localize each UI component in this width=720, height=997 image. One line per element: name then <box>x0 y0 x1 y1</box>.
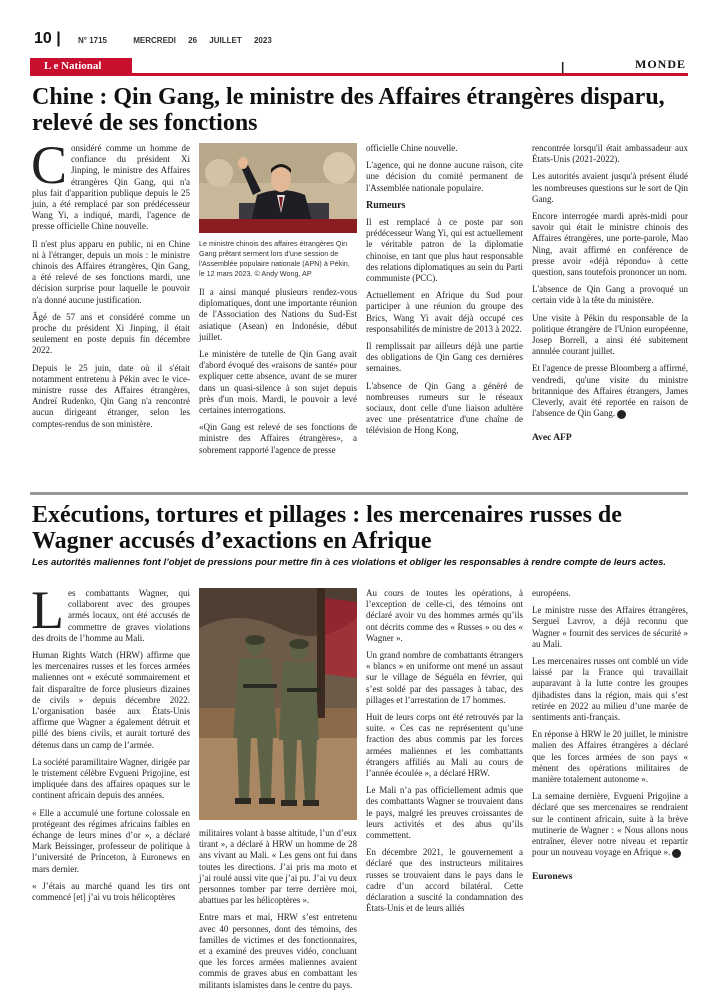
paragraph: Âgé de 57 ans et considéré comme un proche du président Xi Jinping, il était seulement en poste depuis fin décembre 2022. <box>32 311 190 356</box>
article2-signature: Euronews <box>532 872 573 883</box>
article1-col2 <box>199 143 357 462</box>
paragraph: Human Rights Watch (HRW) affirme que les mercenaires russes et les forces armées maliennes ont « exécuté sommairement et fait disparaître de force plusieurs dizaines de civils » depuis décembre 2022. L’organisation basée aux États-Unis affirme que Wagner a également détruit et pillé des biens civils, et aurait torturé des détenus dans un camp de l’armée. <box>32 650 190 750</box>
section-divider: | <box>561 60 565 74</box>
issue-meta <box>78 36 282 45</box>
paragraph: Au cours de toutes les opérations, à l’exception de celle-ci, des témoins ont déclaré avoir vu des hommes armés qu’ils ont décrits comme des « Russes » ou des « Wagner ». <box>366 588 523 643</box>
paragraph: En décembre 2021, le gouvernement a déclaré que des instructeurs militaires russes se trouvaient dans le pays dans le cadre d’un accord bilatéral. Cette déclaration a suscité la condamnation des États-Unis et de leurs alliés <box>366 847 523 914</box>
paragraph: Le Mali n’a pas officiellement admis que des combattants Wagner se trouvaient dans le pays, malgré les preuves croissantes de leurs activités et des abus qu’ils commettent. <box>366 785 523 841</box>
article2-deck: Les autorités maliennes font l’objet de pressions pour mettre fin à ces violations et obliger les responsables à rendre compte de leurs actes. <box>32 557 667 568</box>
photo-wagner-fighters <box>199 588 357 820</box>
paragraph: Il a ainsi manqué plusieurs rendez-vous diplomatiques, dont une importante réunion de l'Association des Nations du Sud-Est asiatique (Asean) en Indonésie, début juillet. <box>199 287 357 342</box>
paragraph: rencontrée lorsqu'il était ambassadeur aux États-Unis (2021-2022). <box>532 143 688 165</box>
rubric-label: L e National <box>30 58 132 74</box>
photo-qin-gang-image <box>199 143 357 233</box>
paragraph: L'absence de Qin Gang a généré de nombreuses rumeurs sur le réseaux sociaux, dont celle d'une liaison adultère avec une présentatrice d'une chaîne de télévision de Hong Kong, <box>366 380 523 436</box>
paragraph: Un grand nombre de combattants étrangers « blancs » en uniforme ont mené un assaut sur le village de Séguéla en février, qui s’est soldé par des passages à tabac, des pillages et l’arrestation de 17 hommes. <box>366 650 523 705</box>
paragraph: Actuellement en Afrique du Sud pour participer à une réunion du groupe des Brics, Wang Yi avait déjà occupé ces responsabilités de ministre de 2013 à 2022. <box>366 290 523 334</box>
paragraph: La semaine dernière, Evgueni Prigojine a déclaré que ses mercenaires se rendraient sur le continent africain, suite à la brève mutinerie de Wagner : « Nous allons nous entraîner, élever notre niveau et repartir pour un nouveau voyage en Afrique ». <box>532 791 688 858</box>
article2-col3 <box>366 588 523 920</box>
article2-col4 <box>532 588 688 884</box>
day: 26 <box>188 36 198 45</box>
section-name: MONDE <box>635 57 686 71</box>
paragraph: Il est remplacé à ce poste par son prédécesseur Wang Yi, qui est actuellement le véritable patron de la diplomatie chinoise, en tant que plus haut responsable des relations diplomatiques au sein du Parti communiste (PCC). <box>366 217 523 284</box>
paragraph: Entre mars et mai, HRW s’est entretenu avec 40 personnes, dont des témoins, des familles de victimes et des fonctionnaires, et a examiné des preuves vidéo, concluant que les forces armées maliennes avaient commis de graves abus en combattant les militants islamistes dans le centre du pays. <box>199 912 357 990</box>
dropcap: L <box>31 580 64 640</box>
article2-col2 <box>199 588 357 997</box>
photo-qin-gang <box>199 143 357 233</box>
page-number: 10 | <box>34 30 61 47</box>
paragraph: Le ministre russe des Affaires étrangères, Sergueï Lavrov, a déjà reconnu que Wagner « fournit des services de sécurité » au Mali. <box>532 605 688 649</box>
paragraph: Et l'agence de presse Bloomberg a affirmé, vendredi, qu'une visite du ministre britannique des Affaires étrangers, James Cleverly, avait été reportée en raison de l'absence de Qin Gang. <box>532 363 688 419</box>
year: 2023 <box>253 36 272 45</box>
article1-title: Chine : Qin Gang, le ministre des Affaires étrangères disparu, relevé de ses fonctions <box>32 84 665 136</box>
paragraph: La société paramilitaire Wagner, dirigée par le tristement célèbre Evgueni Prigojine, est impliquée dans des affaires opaques sur le continent africain depuis des années. <box>32 756 190 801</box>
page-header <box>0 0 720 80</box>
end-mark-icon <box>672 849 681 858</box>
photo-caption: Le ministre chinois des affaires étrangères Qin Gang prêtant serment lors d'une session de l'Assemblée populaire nationale (APN) à Pékin, le 12 mars 2023. © Andy Wong, AP <box>199 239 350 278</box>
article1-signature: Avec AFP <box>532 433 572 444</box>
paragraph: Les mercenaires russes ont comblé un vide laissé par la France qui travaillait auparavant à la lutte contre les groupes djihadistes dans la région, mais qui s’est retirée en 2022 au milieu d’une marée de sentiments anti-français. <box>532 656 688 723</box>
paragraph: «Qin Gang est relevé de ses fonctions de ministre des Affaires étrangères», a sobrement rapporté l'agence de presse <box>199 422 357 455</box>
paragraph: Depuis le 25 juin, date où il s'était notamment entretenu à Pékin avec le vice-ministre russe des Affaires étrangères, Andreï Rudenko, Qin Gang n'a rencontré aucun dirigeant étranger, selon les comptes-rendus de son ministère. <box>32 362 190 429</box>
paragraph: Une visite à Pékin du responsable de la politique étrangère de l'Union européenne, Josep Borrell, a ainsi été subitement annulée courant juillet. <box>532 312 688 357</box>
photo-wagner-image <box>199 588 357 820</box>
issue-number: N° 1715 <box>78 36 107 45</box>
paragraph: militaires volant à basse altitude, l’un d’eux tirant », a déclaré à HRW un homme de 28 ans vivant au Mali. « Les gens ont fui dans toutes les directions. J’ai pris ma moto et j’ai roulé aussi vite que j’ai pu. J’ai vu deux personnes tomber par terre derrière moi, abattues par les hélicoptères ». <box>199 828 357 906</box>
article2-title: Exécutions, tortures et pillages : les mercenaires russes de Wagner accusés d’exactions en Afrique <box>32 502 622 554</box>
article2-col1 <box>31 580 190 909</box>
article1-col1 <box>31 135 190 436</box>
paragraph: officielle Chine nouvelle. <box>366 143 458 153</box>
article2-lead: Les combattants Wagner, qui collaborent avec des groupes armés locaux, ont été accusés de commettre de graves violations des droits de l’homme au Mali. <box>31 580 190 643</box>
paragraph: « J’étais au marché quand les tirs ont commencé [et] j’ai vu trois hélicoptères <box>32 880 190 903</box>
paragraph: En réponse à HRW le 20 juillet, le ministre malien des Affaires étrangères a déclaré que les forces armées de son pays « mènent des opérations militaires de manière totalement autonome ». <box>532 729 688 785</box>
dropcap: C <box>31 135 68 195</box>
article1-col4 <box>532 143 688 445</box>
paragraph: « Elle a accumulé une fortune colossale en protégeant des régimes africains faibles en échange de leurs mines d’or », a déclaré Mark Beissinger, professeur de politique à l’université de Princeton, à Euronews en mars dernier. <box>32 807 190 874</box>
article-separator <box>30 492 688 495</box>
paragraph: Encore interrogée mardi après-midi pour savoir qui était le ministre chinois des Affaires étrangères, une porte-parole, Mao Ning, avait affirmé en conférence de presse avoir «déjà répondu» à cette question, sans toutefois prononcer un nom. <box>532 211 688 278</box>
paragraph: Huit de leurs corps ont été retrouvés par la suite. « Ces cas ne représentent qu’une fraction des abus commis par les forces armées maliennes et les combattants étrangers affiliés au Mali au cours de l’année écoulée », a déclaré HRW. <box>366 712 523 779</box>
end-mark-icon <box>617 410 626 419</box>
month: JUILLET <box>209 36 242 45</box>
article1-lead: Considéré comme un homme de confiance du président Xi Jinping, le ministre des Affaires étrangères Qin Gang, qui n'a plus fait d'apparition publique depuis le 25 juin, a été remplacé par son prédécesseur Wang Yi, a indiqué, mardi, l'agence de presse officielle Chine nouvelle. <box>31 135 190 232</box>
paragraph: Il n'est plus apparu en public, ni en Chine ni à l'étranger, depuis un mois : le ministre chinois des Affaires étrangères, Qin Gang, a été relevé de ses fonctions mardi, une décision surprise pour laquelle le pouvoir n'a donné aucune justification. <box>32 238 190 305</box>
paragraph: Les autorités avaient jusqu'à présent éludé les nombreuses questions sur le sort de Qin Gang. <box>532 171 688 204</box>
paragraph: Le ministère de tutelle de Qin Gang avait d'abord évoqué des «raisons de santé» pour expliquer cette absence, avant de se murer dans un quasi-silence à son sujet depuis près d'un mois. Mardi, le pouvoir a levé certaines interrogations. <box>199 349 357 416</box>
paragraph: L'agence, qui ne donne aucune raison, cite une décision du comité permanent de l'Assemblée nationale populaire. <box>366 160 523 193</box>
weekday: MERCREDI <box>133 36 176 45</box>
subheading-rumeurs: Rumeurs <box>366 199 406 211</box>
paragraph: européens. <box>532 588 571 598</box>
paragraph: L'absence de Qin Gang a provoqué un certain vide à la tête du ministère. <box>532 284 688 306</box>
article1-col3 <box>366 143 523 443</box>
paragraph: Il remplissait par ailleurs déjà une partie des obligations de Qin Gang ces dernières semaines. <box>366 341 523 374</box>
